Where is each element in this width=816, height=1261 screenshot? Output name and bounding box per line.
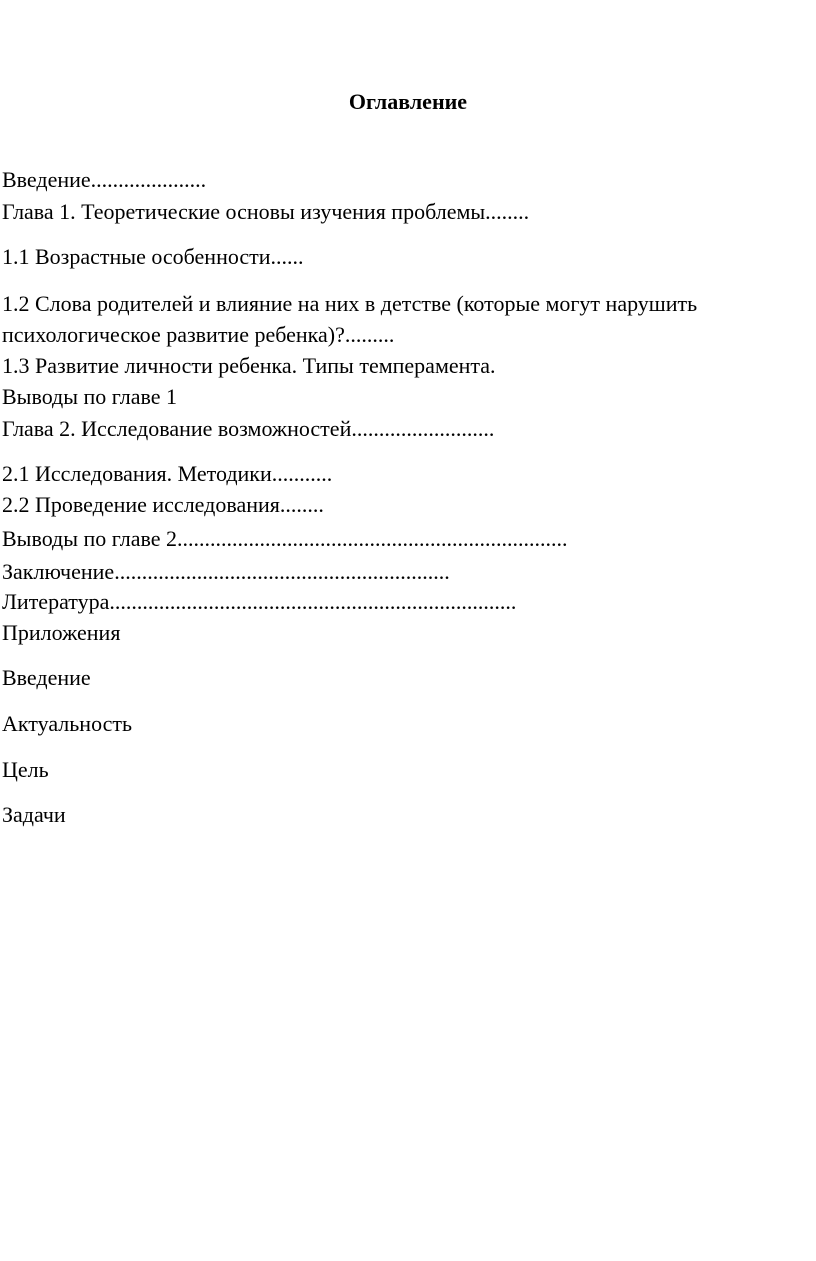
toc-line-conclusions-2: Выводы по главе 2.......................................................................: [2, 526, 568, 551]
toc-line-1-3: 1.3 Развитие личности ребенка. Типы темперамента.: [2, 353, 496, 378]
toc-line-2-2: 2.2 Проведение исследования........: [2, 492, 324, 517]
toc-line-2-1: 2.1 Исследования. Методики...........: [2, 461, 333, 486]
toc-line-1-2: 1.2 Слова родителей и влияние на них в детстве (которые могут нарушить: [2, 291, 698, 316]
toc-line-chapter-2: Глава 2. Исследование возможностей..........................: [2, 416, 495, 441]
toc-line-conclusions-1: Выводы по главе 1: [2, 384, 177, 409]
section-heading-tasks: Задачи: [2, 802, 66, 827]
toc-line-conclusion: Заключение.............................................................: [2, 559, 450, 584]
section-heading-relevance: Актуальность: [2, 711, 133, 736]
toc-line-1-1: 1.1 Возрастные особенности......: [2, 244, 304, 269]
section-heading-introduction: Введение: [2, 665, 91, 690]
toc-line-introduction: Введение.....................: [2, 167, 207, 192]
toc-line-chapter-1: Глава 1. Теоретические основы изучения проблемы........: [2, 199, 530, 224]
section-heading-goal: Цель: [2, 757, 49, 782]
toc-line-1-2-continued: психологическое развитие ребенка)?.........: [2, 322, 395, 347]
toc-line-literature: Литература..........................................................................: [2, 589, 517, 614]
page-title: Оглавление: [348, 89, 468, 114]
toc-line-appendices: Приложения: [2, 620, 121, 645]
